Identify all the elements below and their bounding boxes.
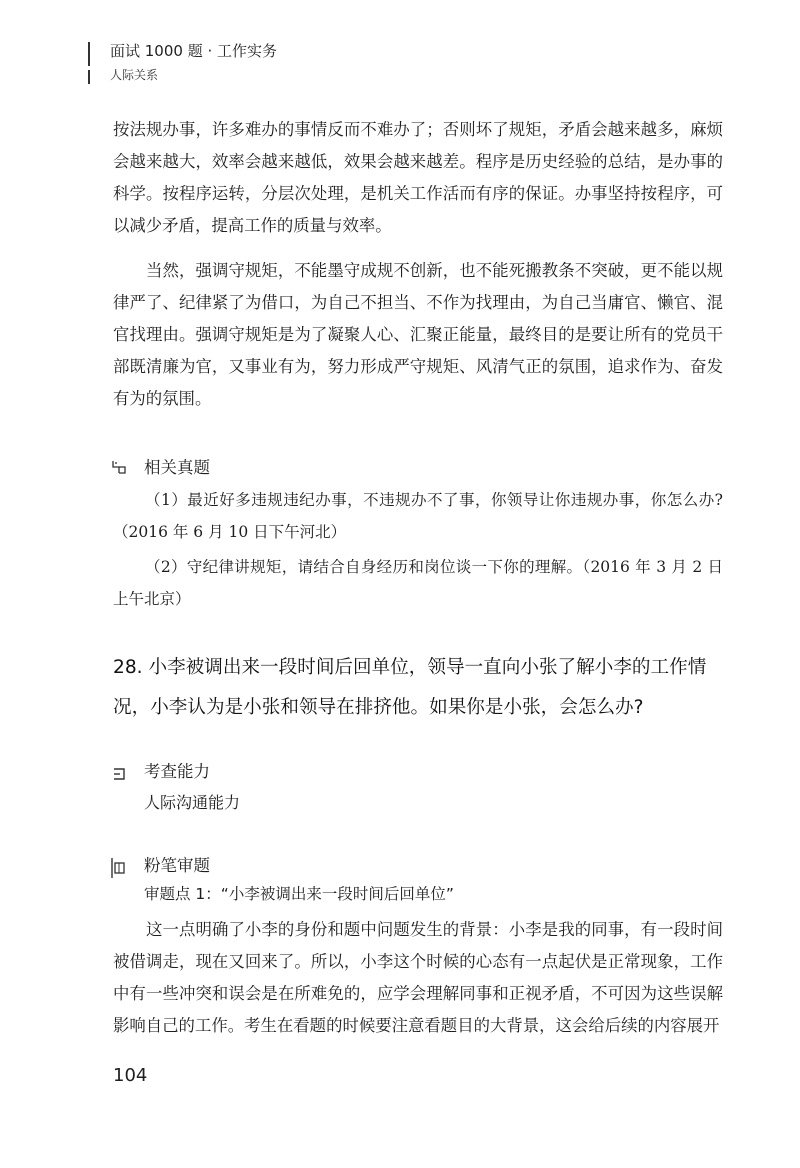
related-question-2: （2）守纪律讲规矩，请结合自身经历和岗位谈一下你的理解。（2016 年 3 月 2 日上午北京）	[113, 558, 723, 608]
ability-text: 人际沟通能力	[144, 793, 241, 812]
review-section-icon	[110, 857, 126, 879]
page-number: 104	[113, 1065, 148, 1086]
question-heading: 28. 小李被调出来一段时间后回单位，领导一直向小张了解小李的工作情况，小李认为是小张和领导在排挤他。如果你是小张，会怎么办?	[113, 657, 707, 718]
body-paragraph: 按法规办事，许多难办的事情反而不难办了；否则坏了规矩，矛盾会越来越多，麻烦会越来越大，效率会越来越低，效果会越来越差。程序是历史经验的总结，是办事的科学。按程序运转，分层次处理，是机关工作活而有序的保证。办事坚持按程序，可以减少矛盾，提高工作的质量与效率。	[113, 120, 723, 235]
section-title-related: 相关真题	[144, 458, 210, 477]
body-paragraph: 当然，强调守规矩，不能墨守成规不创新，也不能死搬教条不突破，更不能以规律严了、纪律紧了为借口，为自己不担当、不作为找理由，为自己当庸官、懒官、混官找理由。强调守规矩是为了凝聚人心、汇聚正能量，最终目的是要让所有的党员干部既清廉为官，又事业有为，努力形成严守规矩、风清气正的氛围，追求作为、奋发有为的氛围。	[113, 261, 723, 408]
related-questions-icon	[112, 460, 126, 474]
section-title-review: 粉笔审题	[144, 856, 210, 875]
book-title: 面试 1000 题 · 工作实务	[110, 42, 278, 60]
ability-section-icon	[112, 767, 126, 781]
header-divider	[88, 70, 90, 84]
header-divider	[88, 42, 90, 66]
review-point-1: 审题点 1：“小李被调出来一段时间后回单位”	[144, 885, 454, 903]
related-question-1: （1）最近好多违规违纪办事，不违规办不了事，你领导让你违规办事，你怎么办?（2016 年 6 月 10 日下午河北）	[113, 491, 723, 541]
chapter-title: 人际关系	[110, 68, 159, 82]
section-title-ability: 考查能力	[144, 762, 210, 781]
body-paragraph: 这一点明确了小李的身份和题中问题发生的背景：小李是我的同事，有一段时间被借调走，现在又回来了。所以，小李这个时候的心态有一点起伏是正常现象，工作中有一些冲突和误会是在所难免的，应学会理解同事和正视矛盾，不可因为这些误解影响自己的工作。考生在看题的时候要注意看题目的大背景，这会给后续的内容展开	[113, 920, 723, 1035]
